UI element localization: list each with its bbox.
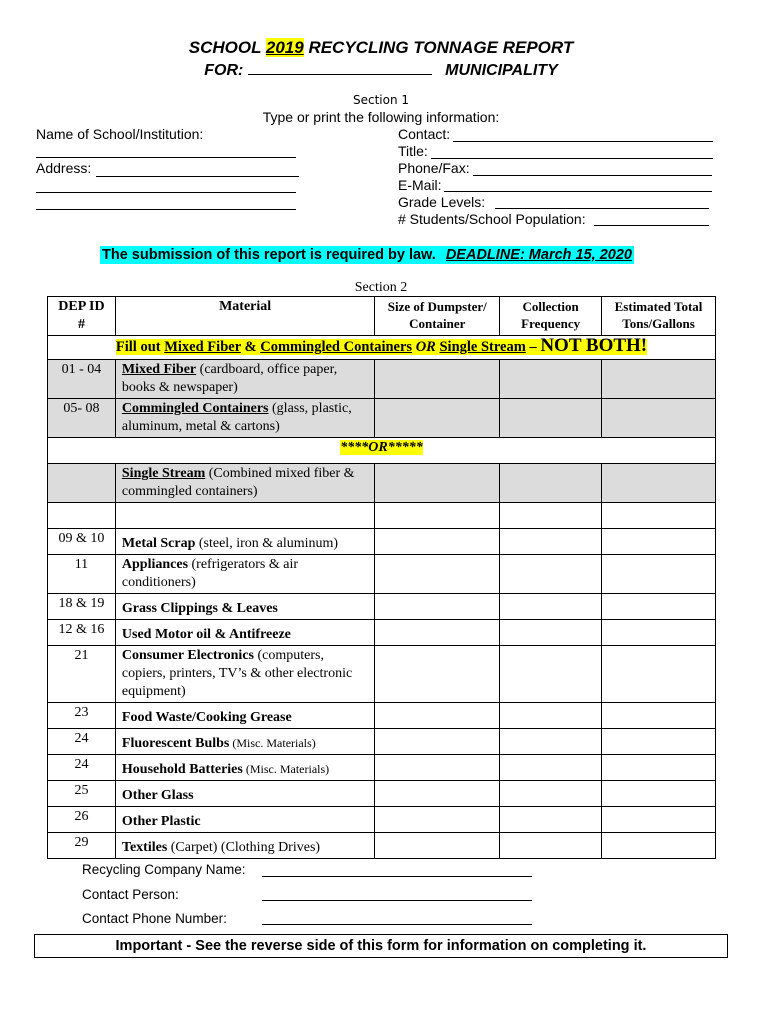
dumpster-size-cell[interactable] [375, 781, 500, 807]
frequency-cell[interactable] [500, 399, 602, 438]
important-notice: Important - See the reverse side of this form for information on completing it. [34, 934, 728, 958]
row-id: 11 [48, 555, 116, 594]
dumpster-size-cell[interactable] [375, 399, 500, 438]
row-material: Other Glass [115, 781, 374, 807]
table-row [48, 555, 716, 594]
materials-table [47, 296, 716, 859]
table-header-row [48, 297, 716, 336]
title-suffix: RECYCLING TONNAGE REPORT [303, 38, 574, 57]
dumpster-size-cell[interactable] [375, 620, 500, 646]
frequency-cell[interactable] [500, 781, 602, 807]
table-row [48, 594, 716, 620]
municipality-label: MUNICIPALITY [445, 62, 558, 79]
address-field-1[interactable] [96, 176, 299, 177]
frequency-cell[interactable] [500, 464, 602, 503]
col-material: Material [115, 297, 374, 336]
address-field-3[interactable] [36, 209, 296, 210]
row-id [48, 464, 116, 503]
row-id: 29 [48, 833, 116, 859]
dumpster-size-cell[interactable] [375, 833, 500, 859]
row-material: Commingled Containers (glass, plastic, aluminum, metal & cartons) [115, 399, 374, 438]
municipality-field[interactable] [248, 60, 432, 75]
section1-label: Section 1 [352, 93, 410, 107]
row-material: Fluorescent Bulbs (Misc. Materials) [115, 729, 374, 755]
estimated-total-cell[interactable] [602, 464, 716, 503]
municipality-line [0, 60, 762, 80]
table-row [48, 620, 716, 646]
company-field[interactable] [262, 876, 532, 877]
frequency-cell[interactable] [500, 555, 602, 594]
row-id: 26 [48, 807, 116, 833]
estimated-total-cell[interactable] [602, 807, 716, 833]
fill-out-instruction: Fill out Mixed Fiber & Commingled Containers OR Single Stream – NOT BOTH! [48, 336, 716, 360]
table-row [48, 755, 716, 781]
row-material: Household Batteries (Misc. Materials) [115, 755, 374, 781]
col-frequency: Collection Frequency [500, 297, 602, 336]
or-divider: ****OR***** [48, 438, 716, 464]
dumpster-size-cell[interactable] [375, 703, 500, 729]
dumpster-size-cell[interactable] [375, 464, 500, 503]
frequency-cell[interactable] [500, 833, 602, 859]
row-material: Textiles (Carpet) (Clothing Drives) [115, 833, 374, 859]
row-id: 01 - 04 [48, 360, 116, 399]
blank-cell[interactable] [500, 503, 602, 529]
or-row [48, 438, 716, 464]
row-id: 24 [48, 729, 116, 755]
grade-levels-field[interactable] [495, 208, 709, 209]
table-row [48, 729, 716, 755]
title-label: Title: [398, 143, 428, 159]
table-row [48, 781, 716, 807]
frequency-cell[interactable] [500, 620, 602, 646]
row-material: Mixed Fiber (cardboard, office paper, books & newspaper) [115, 360, 374, 399]
estimated-total-cell[interactable] [602, 833, 716, 859]
estimated-total-cell[interactable] [602, 360, 716, 399]
frequency-cell[interactable] [500, 729, 602, 755]
frequency-cell[interactable] [500, 807, 602, 833]
company-label: Recycling Company Name: [82, 862, 246, 877]
frequency-cell[interactable] [500, 646, 602, 703]
table-row [48, 703, 716, 729]
grade-levels-label: Grade Levels: [398, 194, 486, 210]
row-material: Appliances (refrigerators & air conditioners) [115, 555, 374, 594]
section1-instruction: Type or print the following information: [262, 109, 500, 125]
contact-label: Contact: [398, 126, 451, 142]
table-row [48, 833, 716, 859]
row-id: 12 & 16 [48, 620, 116, 646]
estimated-total-cell[interactable] [602, 555, 716, 594]
fill-out-instruction-row [48, 336, 716, 360]
address-field-2[interactable] [36, 192, 296, 193]
row-id: 09 & 10 [48, 529, 116, 555]
law-notice [100, 246, 634, 264]
title-year: 2019 [265, 38, 304, 57]
phone-fax-label: Phone/Fax: [398, 160, 470, 176]
estimated-total-cell[interactable] [602, 755, 716, 781]
row-id: 25 [48, 781, 116, 807]
address-label: Address: [36, 160, 92, 176]
estimated-total-cell[interactable] [602, 620, 716, 646]
estimated-total-cell[interactable] [602, 529, 716, 555]
email-label: E-Mail: [398, 177, 442, 193]
dumpster-size-cell[interactable] [375, 807, 500, 833]
estimated-total-cell[interactable] [602, 781, 716, 807]
phone-fax-field[interactable] [473, 175, 712, 176]
title-field[interactable] [431, 158, 713, 159]
row-id: 18 & 19 [48, 594, 116, 620]
blank-cell[interactable] [602, 503, 716, 529]
row-id: 21 [48, 646, 116, 703]
row-id: 05- 08 [48, 399, 116, 438]
students-field[interactable] [594, 225, 709, 226]
blank-cell [115, 503, 374, 529]
phone-label: Contact Phone Number: [82, 911, 227, 926]
row-material: Metal Scrap (steel, iron & aluminum) [115, 529, 374, 555]
dumpster-size-cell[interactable] [375, 594, 500, 620]
row-material: Consumer Electronics (computers, copiers, printers, TV’s & other electronic equipment) [115, 646, 374, 703]
estimated-total-cell[interactable] [602, 399, 716, 438]
table-row [48, 464, 716, 503]
report-title [0, 38, 762, 58]
dumpster-size-cell[interactable] [375, 729, 500, 755]
blank-row [48, 503, 716, 529]
row-id: 23 [48, 703, 116, 729]
law-text: The submission of this report is required by law. [102, 247, 436, 263]
person-label: Contact Person: [82, 887, 179, 902]
table-row [48, 399, 716, 438]
frequency-cell[interactable] [500, 755, 602, 781]
row-material: Single Stream (Combined mixed fiber & commingled containers) [115, 464, 374, 503]
dumpster-size-cell[interactable] [375, 360, 500, 399]
dumpster-size-cell[interactable] [375, 755, 500, 781]
dumpster-size-cell[interactable] [375, 646, 500, 703]
students-label: # Students/School Population: [398, 211, 586, 227]
frequency-cell[interactable] [500, 594, 602, 620]
col-dep-id: DEP ID # [48, 297, 116, 336]
deadline-text: DEADLINE: March 15, 2020 [445, 247, 632, 263]
col-estimated-total: Estimated Total Tons/Gallons [602, 297, 716, 336]
frequency-cell[interactable] [500, 529, 602, 555]
person-field[interactable] [262, 900, 532, 901]
table-row [48, 529, 716, 555]
phone-field[interactable] [262, 924, 532, 925]
table-row [48, 807, 716, 833]
row-material: Used Motor oil & Antifreeze [115, 620, 374, 646]
col-dumpster-size: Size of Dumpster/ Container [375, 297, 500, 336]
blank-cell[interactable] [375, 503, 500, 529]
table-row [48, 646, 716, 703]
row-id: 24 [48, 755, 116, 781]
table-row [48, 360, 716, 399]
blank-cell [48, 503, 116, 529]
contact-field[interactable] [453, 141, 713, 142]
school-name-field[interactable] [36, 157, 296, 158]
title-prefix: SCHOOL [188, 38, 266, 57]
frequency-cell[interactable] [500, 360, 602, 399]
email-field[interactable] [444, 191, 712, 192]
dumpster-size-cell[interactable] [375, 529, 500, 555]
row-material: Other Plastic [115, 807, 374, 833]
section2-label: Section 2 [354, 280, 408, 295]
estimated-total-cell[interactable] [602, 646, 716, 703]
estimated-total-cell[interactable] [602, 594, 716, 620]
row-material: Grass Clippings & Leaves [115, 594, 374, 620]
row-material: Food Waste/Cooking Grease [115, 703, 374, 729]
frequency-cell[interactable] [500, 703, 602, 729]
estimated-total-cell[interactable] [602, 729, 716, 755]
dumpster-size-cell[interactable] [375, 555, 500, 594]
estimated-total-cell[interactable] [602, 703, 716, 729]
school-name-label: Name of School/Institution: [36, 126, 204, 142]
for-label: FOR: [204, 62, 244, 79]
